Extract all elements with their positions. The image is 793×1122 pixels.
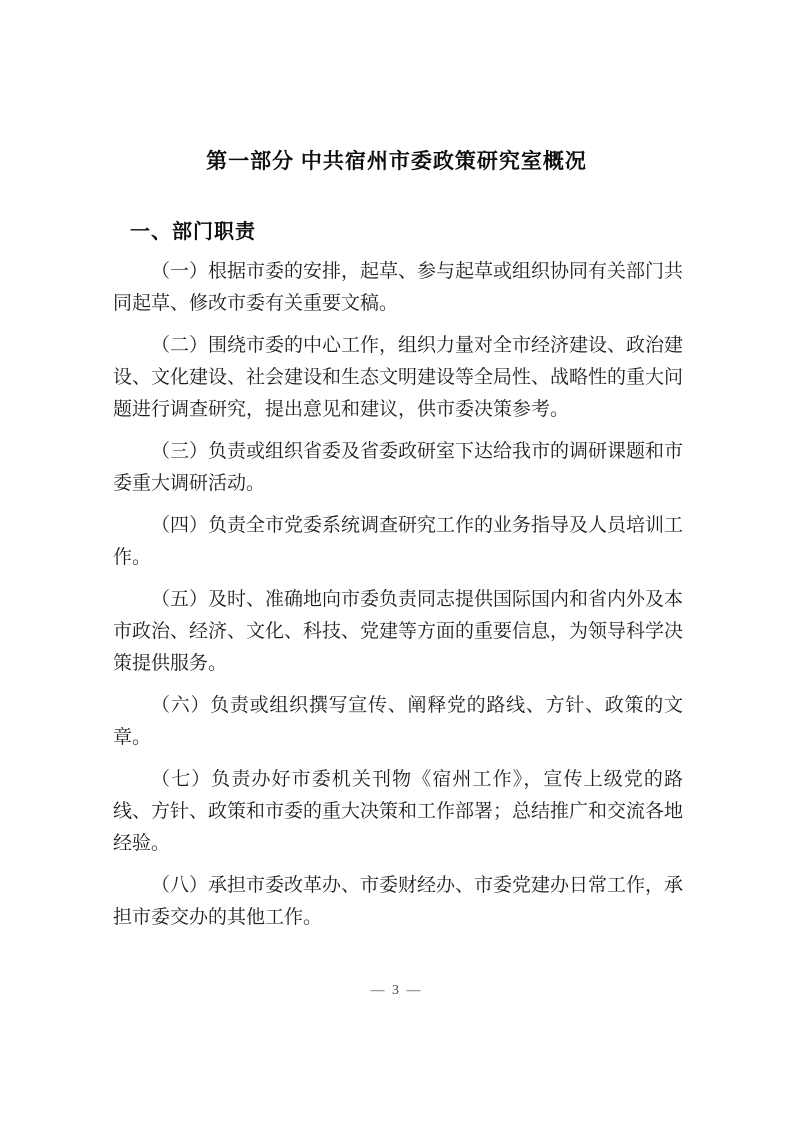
page-number: — 3 —: [370, 983, 423, 998]
document-body: [113, 256, 683, 944]
page-title: 第一部分 中共宿州市委政策研究室概况: [206, 150, 587, 173]
paragraph-duty-2: （二）围绕市委的中心工作，组织力量对全市经济建设、政治建设、文化建设、社会建设和生态文明建设等全局性、战略性的重大问题进行调查研究，提出意见和建议，供市委决策参考。: [113, 335, 684, 420]
paragraph-duty-5: （五）及时、准确地向市委负责同志提供国际国内和省内外及本市政治、经济、文化、科技、党建等方面的重要信息，为领导科学决策提供服务。: [113, 589, 684, 674]
paragraph-duty-8: （八）承担市委改革办、市委财经办、市委党建办日常工作，承担市委交办的其他工作。: [113, 875, 684, 928]
paragraph-duty-4: （四）负责全市党委系统调查研究工作的业务指导及人员培训工作。: [113, 515, 684, 568]
paragraph-duty-6: （六）负责或组织撰写宣传、阐释党的路线、方针、政策的文章。: [113, 695, 683, 748]
paragraph-duty-1: （一）根据市委的安排，起草、参与起草或组织协同有关部门共同起草、修改市委有关重要文稿。: [113, 261, 684, 314]
paragraph-duty-3: （三）负责或组织省委及省委政研室下达给我市的调研课题和市委重大调研活动。: [113, 441, 684, 494]
section-heading: 一、部门职责: [130, 221, 256, 243]
paragraph-duty-7: （七）负责办好市委机关刊物《宿州工作》，宣传上级党的路线、方针、政策和市委的重大决策和工作部署；总结推广和交流各地经验。: [113, 769, 684, 854]
